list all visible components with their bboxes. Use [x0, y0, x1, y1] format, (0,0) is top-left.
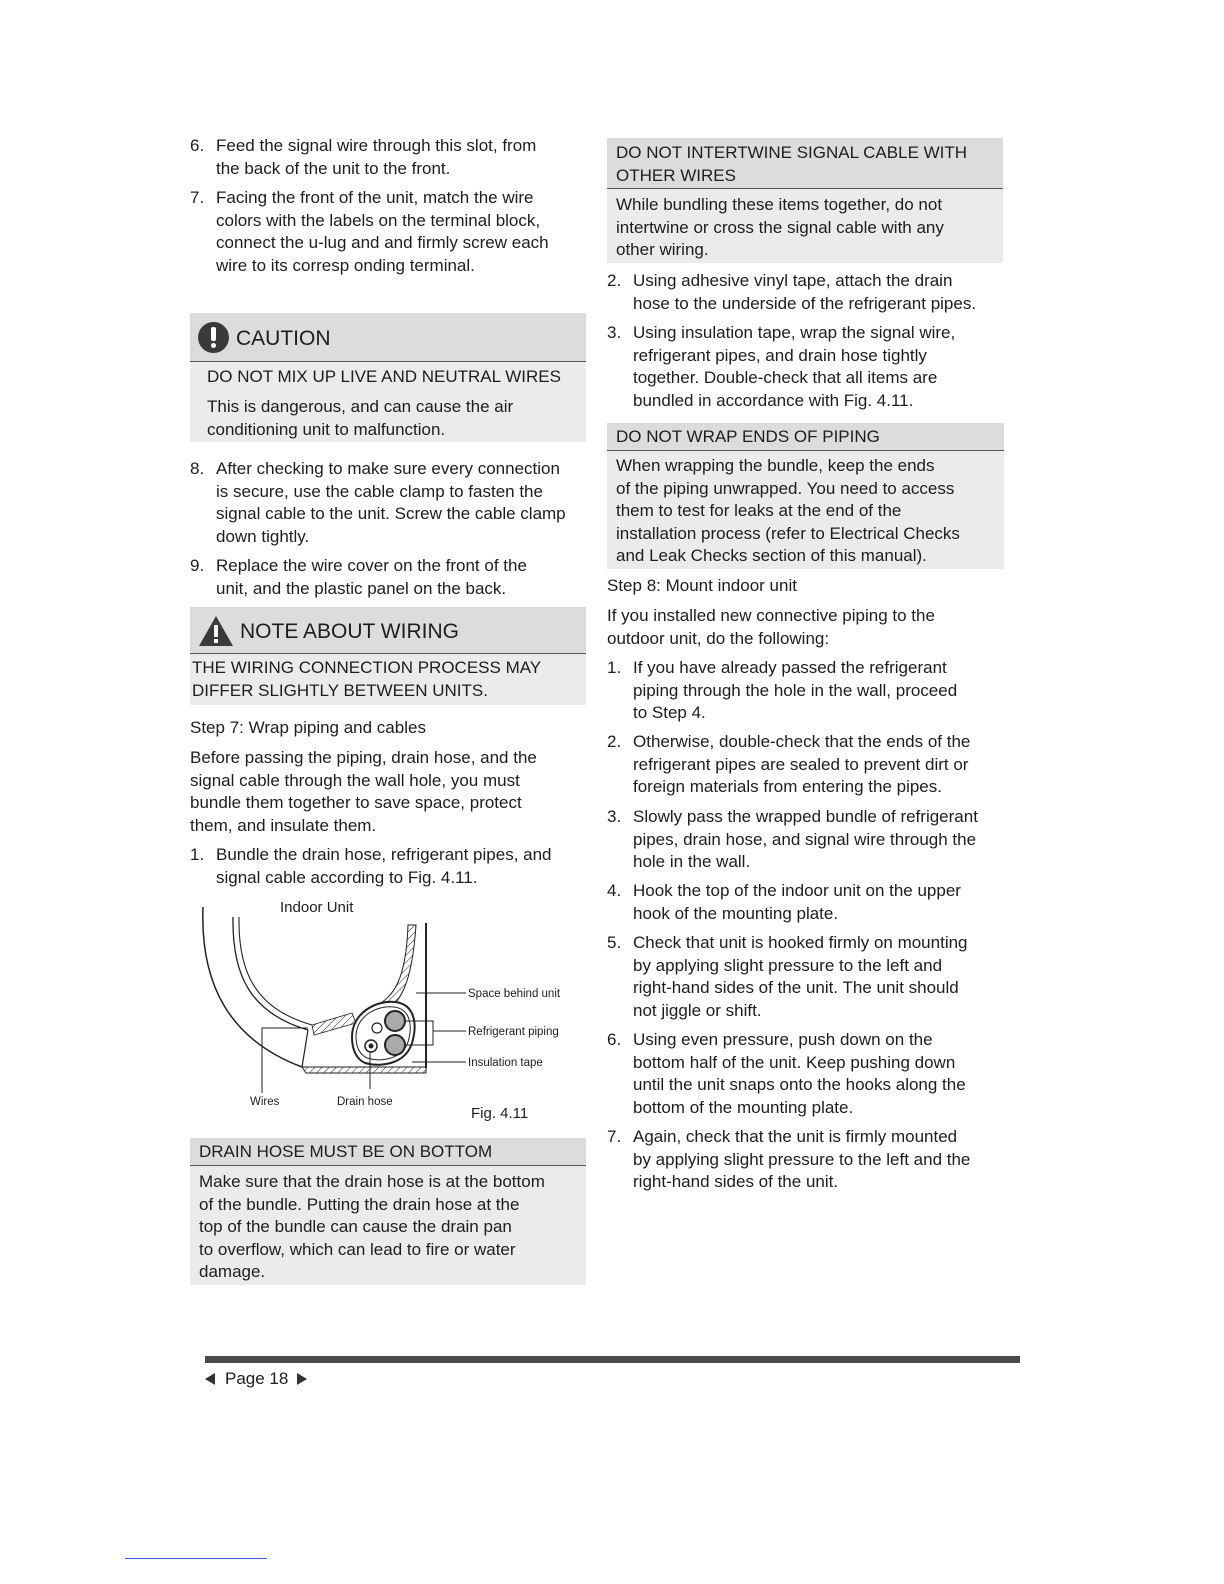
intertwine-header: DO NOT INTERTWINE SIGNAL CABLE WITH OTHER WIRES [607, 138, 1003, 189]
drain-hose-body: Make sure that the drain hose is at the bottom of the bundle. Putting the drain hose at the top of the bundle can cause the drain pan to overflow, which can lead to fire or water damage. [199, 1172, 545, 1281]
caution-body: This is dangerous, and can cause the air conditioning unit to malfunction. [207, 397, 514, 439]
intertwine-body: While bundling these items together, do not intertwine or cross the signal cable with any other wiring. [616, 195, 944, 259]
drain-hose-label: Drain hose [337, 1096, 393, 1108]
warning-icon [198, 614, 234, 648]
refrigerant-piping-label: Refrigerant piping [468, 1026, 559, 1038]
indoor-unit-label: Indoor Unit [280, 899, 354, 916]
intertwine-box [607, 138, 1003, 263]
drain-hose-header: DRAIN HOSE MUST BE ON BOTTOM [190, 1138, 586, 1166]
step7-heading: Step 7: Wrap piping and cables [190, 718, 426, 737]
step7-intro: Before passing the piping, drain hose, and the signal cable through the wall hole, you must bundle them together to save space, protect them, and insulate them. [190, 748, 537, 835]
note-header [190, 607, 586, 654]
caution-head: DO NOT MIX UP LIVE AND NEUTRAL WIRES [207, 367, 561, 386]
caution-header [190, 313, 586, 362]
caution-box [190, 313, 586, 442]
step8-intro: If you installed new connective piping to the outdoor unit, do the following: [607, 606, 935, 648]
wrap-ends-header: DO NOT WRAP ENDS OF PIPING [607, 423, 1004, 451]
step8-heading: Step 8: Mount indoor unit [607, 576, 797, 595]
space-behind-label: Space behind unit [468, 988, 561, 1000]
exclamation-icon [198, 322, 229, 353]
page-number: Page 18 [225, 1369, 289, 1388]
figure-caption: Fig. 4.11 [471, 1105, 529, 1122]
figure-4-11 [190, 895, 586, 1130]
wires-label: Wires [250, 1096, 280, 1108]
decorative-line [125, 1558, 267, 1559]
note-title: NOTE ABOUT WIRING [240, 620, 459, 643]
wrap-ends-box [607, 423, 1004, 569]
drain-hose-box [190, 1138, 586, 1285]
footer-rule [205, 1356, 1020, 1363]
previous-page-icon[interactable] [205, 1373, 215, 1385]
note-box [190, 607, 586, 705]
caution-title: CAUTION [236, 327, 331, 350]
next-page-icon[interactable] [297, 1373, 307, 1385]
insulation-tape-label: Insulation tape [468, 1057, 543, 1069]
note-body: THE WIRING CONNECTION PROCESS MAY DIFFER SLIGHTLY BETWEEN UNITS. [192, 658, 542, 700]
wrap-ends-body: When wrapping the bundle, keep the ends of the piping unwrapped. You need to access them to test for leaks at the end of the installation process (refer to Electrical Checks and Leak Checks section of this manual). [616, 456, 960, 565]
